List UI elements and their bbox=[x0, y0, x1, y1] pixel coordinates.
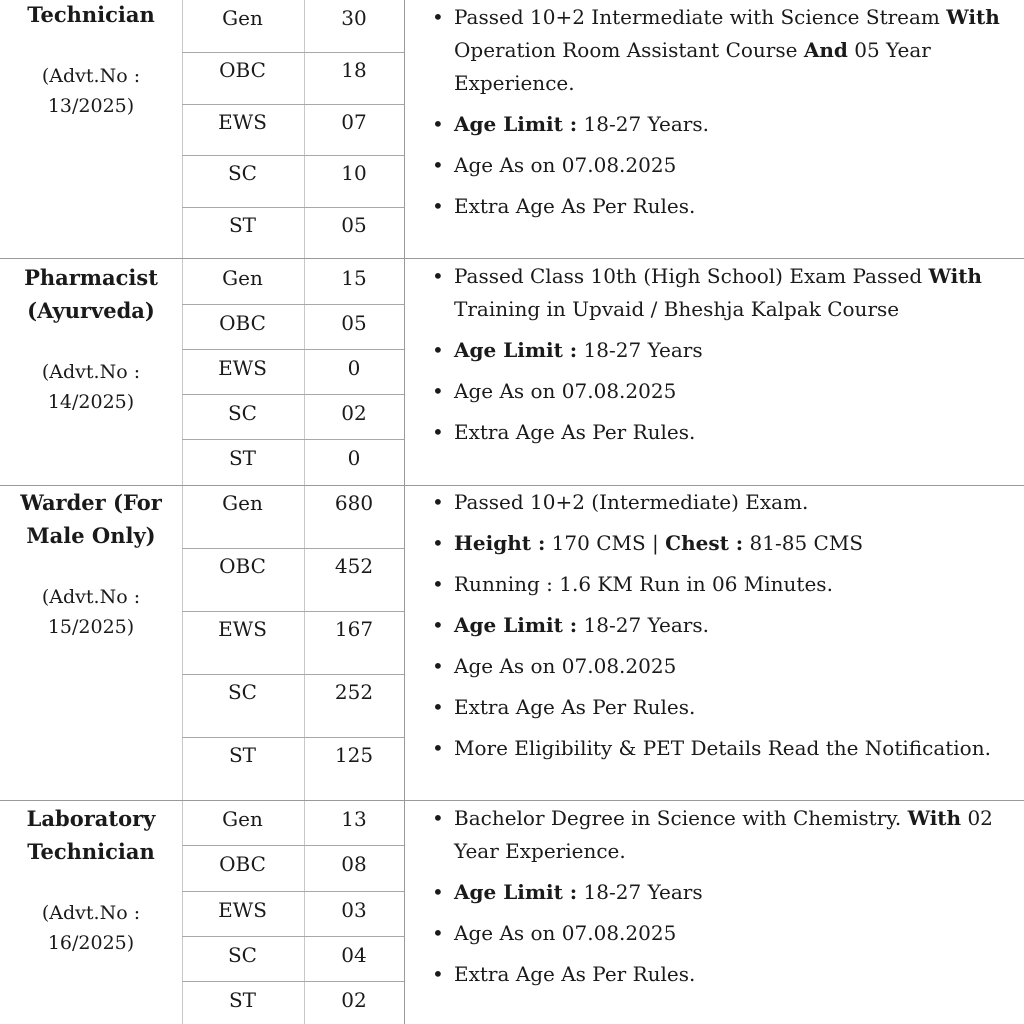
post-cell bbox=[0, 486, 182, 642]
eligibility-item bbox=[404, 1, 1020, 100]
eligibility-item bbox=[404, 691, 1020, 724]
category-label: SC bbox=[227, 943, 257, 967]
vacancy-count: 30 bbox=[341, 6, 367, 30]
category-label: ST bbox=[228, 988, 257, 1012]
category-label: OBC bbox=[219, 554, 266, 578]
eligibility-text: 18-27 Years bbox=[577, 880, 703, 904]
eligibility-item bbox=[404, 732, 1020, 765]
eligibility-text: Extra Age As Per Rules. bbox=[454, 420, 696, 444]
eligibility-text: 18-27 Years. bbox=[577, 112, 709, 136]
eligibility-label: Age Limit : bbox=[454, 880, 578, 904]
category-label: EWS bbox=[218, 356, 267, 380]
category-label: Gen bbox=[222, 807, 263, 831]
row-divider bbox=[0, 800, 1024, 801]
category-row-divider bbox=[182, 439, 404, 440]
advt-number: (Advt.No : 14/2025) bbox=[41, 361, 141, 413]
eligibility-item bbox=[404, 527, 1020, 560]
advt-number: (Advt.No : 15/2025) bbox=[41, 586, 141, 638]
post-name: Laboratory Technician bbox=[26, 806, 156, 864]
eligibility-text: 81-85 CMS bbox=[743, 531, 864, 555]
eligibility-item bbox=[404, 609, 1020, 642]
eligibility-list bbox=[404, 802, 1020, 999]
vacancy-count: 452 bbox=[334, 554, 374, 578]
eligibility-text: Training in Upvaid / Bheshja Kalpak Course bbox=[454, 297, 900, 321]
vacancy-count: 10 bbox=[341, 161, 367, 185]
vacancy-count: 13 bbox=[341, 807, 367, 831]
category-row-divider bbox=[182, 548, 404, 549]
post-cell bbox=[0, 0, 182, 121]
category-row-divider bbox=[182, 737, 404, 738]
category-label: SC bbox=[227, 680, 257, 704]
post-name: Warder (For Male Only) bbox=[20, 490, 162, 548]
category-label: SC bbox=[227, 161, 257, 185]
category-row-divider bbox=[182, 891, 404, 892]
category-row-divider bbox=[182, 104, 404, 105]
eligibility-text: Age As on 07.08.2025 bbox=[454, 153, 677, 177]
vacancy-count: 02 bbox=[341, 988, 367, 1012]
eligibility-label: And bbox=[803, 38, 848, 62]
eligibility-item bbox=[404, 958, 1020, 991]
eligibility-text: Bachelor Degree in Science with Chemistry. bbox=[454, 806, 908, 830]
eligibility-item bbox=[404, 375, 1020, 408]
eligibility-text: Extra Age As Per Rules. bbox=[454, 695, 696, 719]
vacancy-count: 07 bbox=[341, 110, 367, 134]
eligibility-text: Extra Age As Per Rules. bbox=[454, 194, 696, 218]
post-name: Technician bbox=[27, 2, 155, 27]
category-label: OBC bbox=[219, 852, 266, 876]
eligibility-text: 170 CMS | bbox=[545, 531, 666, 555]
category-row-divider bbox=[182, 349, 404, 350]
eligibility-text: Age As on 07.08.2025 bbox=[454, 654, 677, 678]
eligibility-text: 18-27 Years. bbox=[577, 613, 709, 637]
eligibility-label: Age Limit : bbox=[454, 338, 578, 362]
eligibility-label: With bbox=[946, 5, 1000, 29]
eligibility-text: Age As on 07.08.2025 bbox=[454, 379, 677, 403]
eligibility-item bbox=[404, 486, 1020, 519]
category-label: ST bbox=[228, 213, 257, 237]
eligibility-text: Passed 10+2 (Intermediate) Exam. bbox=[454, 490, 809, 514]
category-label: EWS bbox=[218, 617, 267, 641]
eligibility-item bbox=[404, 260, 1020, 326]
post-name: Pharmacist (Ayurveda) bbox=[24, 265, 158, 323]
eligibility-text: Passed Class 10th (High School) Exam Passed bbox=[454, 264, 929, 288]
row-divider bbox=[0, 258, 1024, 259]
eligibility-text: 18-27 Years bbox=[577, 338, 703, 362]
vacancy-count: 252 bbox=[334, 680, 374, 704]
vacancy-count: 08 bbox=[341, 852, 367, 876]
category-label: Gen bbox=[222, 491, 263, 515]
post-cell bbox=[0, 802, 182, 958]
vacancy-count: 15 bbox=[341, 266, 367, 290]
eligibility-item bbox=[404, 334, 1020, 367]
eligibility-text: 02 Year Experience. bbox=[454, 806, 993, 863]
eligibility-item bbox=[404, 568, 1020, 601]
eligibility-list bbox=[404, 1, 1020, 231]
eligibility-text: More Eligibility & PET Details Read the Notification. bbox=[454, 736, 991, 760]
vacancy-count: 04 bbox=[341, 943, 367, 967]
vacancy-count: 05 bbox=[341, 213, 367, 237]
category-label: OBC bbox=[219, 58, 266, 82]
eligibility-text: Passed 10+2 Intermediate with Science Stream bbox=[454, 5, 947, 29]
category-row-divider bbox=[182, 304, 404, 305]
category-row-divider bbox=[182, 52, 404, 53]
eligibility-label: With bbox=[928, 264, 982, 288]
eligibility-item bbox=[404, 416, 1020, 449]
eligibility-label: Age Limit : bbox=[454, 112, 578, 136]
vacancy-count: 0 bbox=[347, 446, 361, 470]
category-label: SC bbox=[227, 401, 257, 425]
eligibility-item bbox=[404, 650, 1020, 683]
eligibility-item bbox=[404, 876, 1020, 909]
category-row-divider bbox=[182, 981, 404, 982]
eligibility-text: Extra Age As Per Rules. bbox=[454, 962, 696, 986]
eligibility-item bbox=[404, 917, 1020, 950]
category-label: EWS bbox=[218, 898, 267, 922]
eligibility-item bbox=[404, 149, 1020, 182]
eligibility-item bbox=[404, 108, 1020, 141]
vacancy-count: 02 bbox=[341, 401, 367, 425]
category-label: EWS bbox=[218, 110, 267, 134]
vacancy-count: 125 bbox=[334, 743, 374, 767]
post-cell bbox=[0, 261, 182, 417]
eligibility-text: 05 Year Experience. bbox=[454, 38, 931, 95]
category-label: ST bbox=[228, 743, 257, 767]
eligibility-label: Age Limit : bbox=[454, 613, 578, 637]
category-label: ST bbox=[228, 446, 257, 470]
eligibility-text: Running : 1.6 KM Run in 06 Minutes. bbox=[454, 572, 833, 596]
vacancy-count: 0 bbox=[347, 356, 361, 380]
category-label: Gen bbox=[222, 6, 263, 30]
eligibility-text: Operation Room Assistant Course bbox=[454, 38, 804, 62]
eligibility-list bbox=[404, 486, 1020, 773]
vacancy-count: 03 bbox=[341, 898, 367, 922]
category-row-divider bbox=[182, 845, 404, 846]
advt-number: (Advt.No : 16/2025) bbox=[41, 902, 141, 954]
category-label: Gen bbox=[222, 266, 263, 290]
category-row-divider bbox=[182, 674, 404, 675]
category-row-divider bbox=[182, 394, 404, 395]
eligibility-item bbox=[404, 802, 1020, 868]
eligibility-label: Chest : bbox=[665, 531, 744, 555]
category-row-divider bbox=[182, 207, 404, 208]
eligibility-item bbox=[404, 190, 1020, 223]
category-row-divider bbox=[182, 611, 404, 612]
eligibility-label: With bbox=[907, 806, 962, 830]
vacancy-count: 05 bbox=[341, 311, 367, 335]
eligibility-list bbox=[404, 260, 1020, 457]
advt-number: (Advt.No : 13/2025) bbox=[41, 65, 141, 117]
category-label: OBC bbox=[219, 311, 266, 335]
vacancy-count: 18 bbox=[341, 58, 367, 82]
category-row-divider bbox=[182, 155, 404, 156]
vacancy-count: 167 bbox=[334, 617, 374, 641]
eligibility-label: Height : bbox=[454, 531, 546, 555]
eligibility-text: Age As on 07.08.2025 bbox=[454, 921, 677, 945]
category-row-divider bbox=[182, 936, 404, 937]
vacancy-count: 680 bbox=[334, 491, 374, 515]
